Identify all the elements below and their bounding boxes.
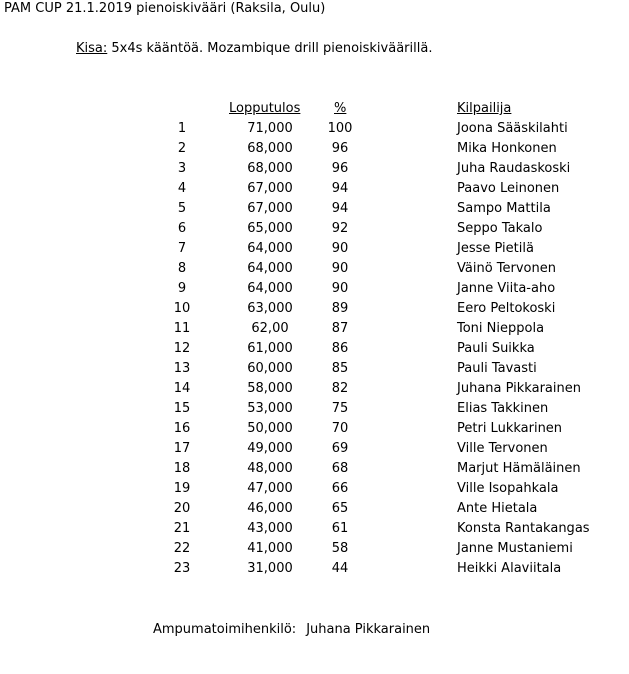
competitor-cell: Janne Viita-aho xyxy=(457,281,556,296)
table-row xyxy=(0,141,629,161)
score-cell: 31,000 xyxy=(247,561,293,576)
competitor-cell: Juhana Pikkarainen xyxy=(457,381,581,396)
table-row xyxy=(0,301,629,321)
percent-cell: 90 xyxy=(331,241,349,256)
percent-cell: 58 xyxy=(331,541,349,556)
header-percent: % xyxy=(334,101,347,116)
percent-cell: 94 xyxy=(331,201,349,216)
percent-cell: 86 xyxy=(331,341,349,356)
competition-description xyxy=(76,41,432,56)
score-cell: 62,00 xyxy=(251,321,289,336)
table-row xyxy=(0,501,629,521)
score-cell: 43,000 xyxy=(247,521,293,536)
score-cell: 71,000 xyxy=(247,121,293,136)
score-cell: 47,000 xyxy=(247,481,293,496)
rank-cell: 5 xyxy=(177,201,187,216)
competitor-cell: Seppo Takalo xyxy=(457,221,543,236)
range-officer-label: Ampumatoimihenkilö: xyxy=(153,622,297,637)
competitor-cell: Ville Isopahkala xyxy=(457,481,559,496)
competitor-cell: Pauli Suikka xyxy=(457,341,535,356)
score-cell: 50,000 xyxy=(247,421,293,436)
competitor-cell: Mika Honkonen xyxy=(457,141,557,156)
rank-cell: 10 xyxy=(173,301,191,316)
score-cell: 41,000 xyxy=(247,541,293,556)
percent-cell: 69 xyxy=(331,441,349,456)
percent-cell: 70 xyxy=(331,421,349,436)
document-title: PAM CUP 21.1.2019 pienoiskivääri (Raksila, Oulu) xyxy=(4,1,326,16)
competitor-cell: Toni Nieppola xyxy=(457,321,545,336)
table-row xyxy=(0,441,629,461)
rank-cell: 14 xyxy=(173,381,191,396)
table-row xyxy=(0,541,629,561)
rank-cell: 16 xyxy=(173,421,191,436)
competition-label: Kisa: xyxy=(76,41,108,56)
rank-cell: 7 xyxy=(177,241,187,256)
header-score: Lopputulos xyxy=(229,101,301,116)
percent-cell: 100 xyxy=(327,121,353,136)
table-row xyxy=(0,261,629,281)
rank-cell: 21 xyxy=(173,521,191,536)
score-cell: 58,000 xyxy=(247,381,293,396)
rank-cell: 9 xyxy=(177,281,187,296)
table-row xyxy=(0,401,629,421)
percent-cell: 85 xyxy=(331,361,349,376)
competitor-cell: Janne Mustaniemi xyxy=(457,541,573,556)
table-row xyxy=(0,381,629,401)
competitor-cell: Juha Raudaskoski xyxy=(457,161,571,176)
score-cell: 68,000 xyxy=(247,161,293,176)
score-cell: 53,000 xyxy=(247,401,293,416)
table-row xyxy=(0,221,629,241)
percent-cell: 90 xyxy=(331,281,349,296)
percent-cell: 66 xyxy=(331,481,349,496)
percent-cell: 90 xyxy=(331,261,349,276)
score-cell: 49,000 xyxy=(247,441,293,456)
competitor-cell: Heikki Alaviitala xyxy=(457,561,562,576)
competitor-cell: Marjut Hämäläinen xyxy=(457,461,581,476)
competitor-cell: Jesse Pietilä xyxy=(457,241,534,256)
competitor-cell: Elias Takkinen xyxy=(457,401,549,416)
results-table xyxy=(0,121,629,581)
rank-cell: 8 xyxy=(177,261,187,276)
competitor-cell: Konsta Rantakangas xyxy=(457,521,590,536)
rank-cell: 11 xyxy=(173,321,191,336)
score-cell: 64,000 xyxy=(247,241,293,256)
rank-cell: 20 xyxy=(173,501,191,516)
rank-cell: 3 xyxy=(177,161,187,176)
score-cell: 64,000 xyxy=(247,261,293,276)
score-cell: 68,000 xyxy=(247,141,293,156)
rank-cell: 19 xyxy=(173,481,191,496)
table-row xyxy=(0,321,629,341)
score-cell: 67,000 xyxy=(247,181,293,196)
rank-cell: 6 xyxy=(177,221,187,236)
score-cell: 65,000 xyxy=(247,221,293,236)
range-officer-name: Juhana Pikkarainen xyxy=(306,622,431,637)
table-row xyxy=(0,461,629,481)
score-cell: 64,000 xyxy=(247,281,293,296)
percent-cell: 82 xyxy=(331,381,349,396)
competitor-cell: Eero Peltokoski xyxy=(457,301,556,316)
competitor-cell: Pauli Tavasti xyxy=(457,361,537,376)
table-row xyxy=(0,161,629,181)
rank-cell: 1 xyxy=(177,121,187,136)
score-cell: 60,000 xyxy=(247,361,293,376)
table-row xyxy=(0,181,629,201)
table-row xyxy=(0,561,629,581)
score-cell: 48,000 xyxy=(247,461,293,476)
competitor-cell: Petri Lukkarinen xyxy=(457,421,563,436)
score-cell: 46,000 xyxy=(247,501,293,516)
table-row xyxy=(0,281,629,301)
competition-text: 5x4s kääntöä. Mozambique drill pienoiskiväärillä. xyxy=(107,41,433,56)
table-row xyxy=(0,201,629,221)
percent-cell: 87 xyxy=(331,321,349,336)
rank-cell: 4 xyxy=(177,181,187,196)
competitor-cell: Ville Tervonen xyxy=(457,441,548,456)
table-row xyxy=(0,241,629,261)
header-competitor: Kilpailija xyxy=(457,101,512,116)
score-cell: 63,000 xyxy=(247,301,293,316)
table-row xyxy=(0,421,629,441)
percent-cell: 96 xyxy=(331,161,349,176)
rank-cell: 18 xyxy=(173,461,191,476)
score-cell: 61,000 xyxy=(247,341,293,356)
rank-cell: 23 xyxy=(173,561,191,576)
percent-cell: 94 xyxy=(331,181,349,196)
percent-cell: 61 xyxy=(331,521,349,536)
rank-cell: 2 xyxy=(177,141,187,156)
competitor-cell: Väinö Tervonen xyxy=(457,261,556,276)
rank-cell: 13 xyxy=(173,361,191,376)
range-officer xyxy=(153,622,430,637)
score-cell: 67,000 xyxy=(247,201,293,216)
table-row xyxy=(0,341,629,361)
percent-cell: 75 xyxy=(331,401,349,416)
table-row xyxy=(0,481,629,501)
percent-cell: 65 xyxy=(331,501,349,516)
percent-cell: 89 xyxy=(331,301,349,316)
competitor-cell: Joona Sääskilahti xyxy=(457,121,568,136)
table-row xyxy=(0,361,629,381)
rank-cell: 17 xyxy=(173,441,191,456)
rank-cell: 12 xyxy=(173,341,191,356)
percent-cell: 96 xyxy=(331,141,349,156)
table-row xyxy=(0,121,629,141)
competitor-cell: Ante Hietala xyxy=(457,501,538,516)
percent-cell: 44 xyxy=(331,561,349,576)
percent-cell: 68 xyxy=(331,461,349,476)
rank-cell: 22 xyxy=(173,541,191,556)
percent-cell: 92 xyxy=(331,221,349,236)
competitor-cell: Sampo Mattila xyxy=(457,201,551,216)
competitor-cell: Paavo Leinonen xyxy=(457,181,560,196)
rank-cell: 15 xyxy=(173,401,191,416)
table-row xyxy=(0,521,629,541)
